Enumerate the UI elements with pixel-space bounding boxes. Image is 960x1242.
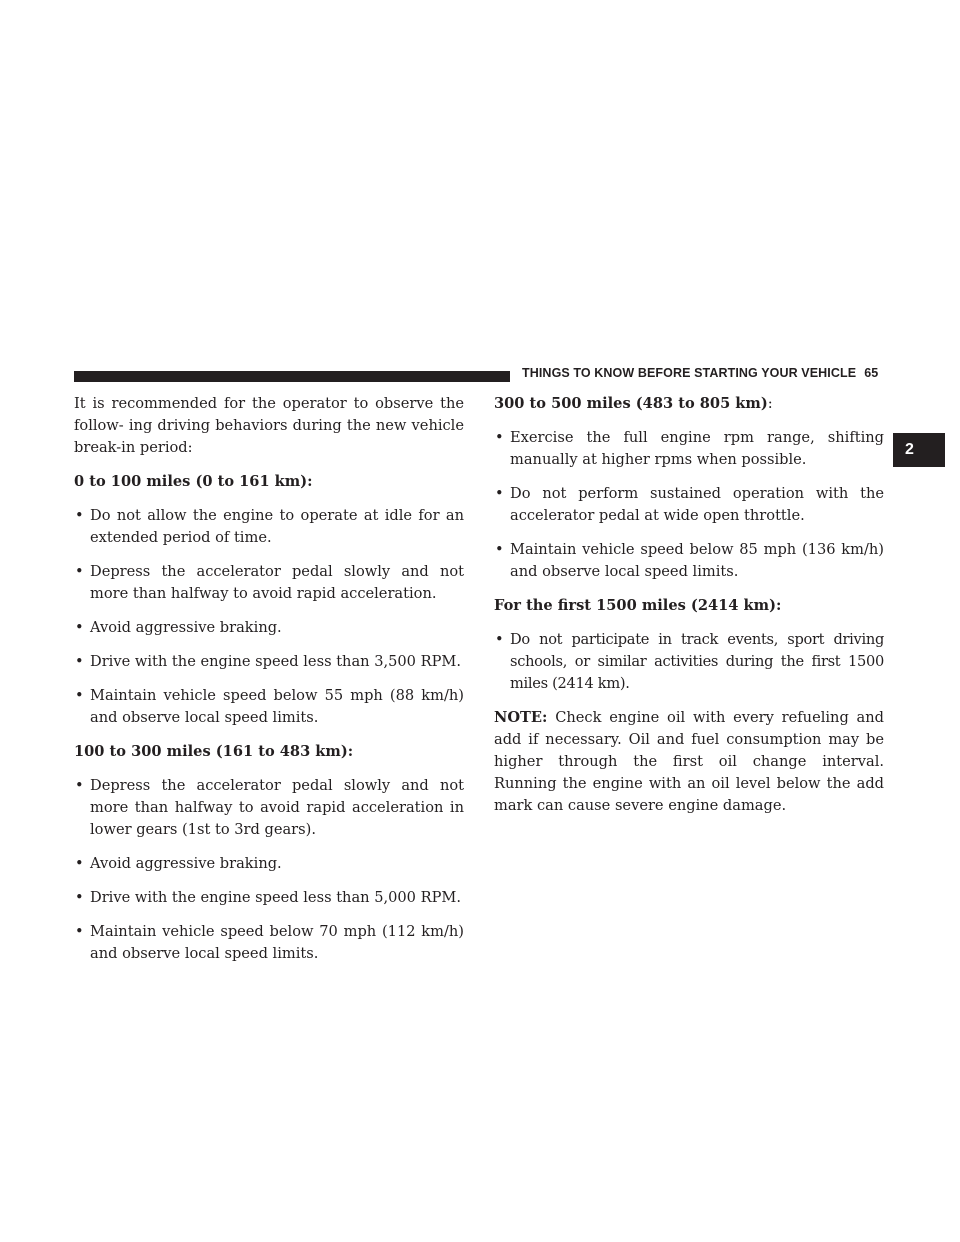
list-item: • Maintain vehicle speed below 85 mph (136 km/h) and observe local speed limits.: [495, 541, 884, 580]
list-item: • Maintain vehicle speed below 55 mph (88 km/h) and observe local speed limits.: [75, 687, 464, 726]
note-text: Check engine oil with every refueling and add if necessary. Oil and fuel consumption may be higher through the first oil change interval. Running the engine with an oil level below the add mark can cause severe engine damage.: [494, 709, 884, 814]
bullet-icon: •: [75, 687, 84, 704]
intro-paragraph: It is recommended for the operator to observe the follow- ing driving behaviors during the new vehicle break-in period:: [74, 395, 464, 456]
section-heading-100-300: 100 to 300 miles (161 to 483 km):: [74, 743, 354, 760]
page-number: 65: [864, 366, 879, 380]
list-300-500: [494, 427, 884, 583]
list-item: • Depress the accelerator pedal slowly and not more than halfway to avoid rapid acceleration.: [75, 563, 464, 602]
list-item: • Depress the accelerator pedal slowly and not more than halfway to avoid rapid acceleration in lower gears (1st to 3rd gears).: [75, 777, 464, 838]
section-heading-first-1500: For the first 1500 miles (2414 km):: [494, 597, 782, 614]
left-column: [74, 393, 464, 977]
bullet-icon: •: [495, 541, 504, 558]
bullet-icon: •: [75, 619, 84, 636]
list-100-300: [74, 775, 464, 965]
bullet-icon: •: [75, 855, 84, 872]
bullet-icon: •: [75, 507, 84, 524]
bullet-icon: •: [495, 429, 504, 446]
list-0-100: [74, 505, 464, 729]
bullet-icon: •: [75, 923, 84, 940]
bullet-icon: •: [75, 563, 84, 580]
right-column: [494, 393, 884, 829]
header-rule: [74, 371, 510, 382]
note-label: NOTE:: [494, 709, 548, 726]
bullet-icon: •: [495, 631, 504, 648]
list-item: • Do not perform sustained operation with the accelerator pedal at wide open throttle.: [495, 485, 884, 524]
list-item: • Drive with the engine speed less than 5,000 RPM.: [74, 887, 464, 909]
note-paragraph: [494, 707, 884, 817]
chapter-tab: [893, 433, 945, 467]
list-item: • Do not allow the engine to operate at idle for an extended period of time.: [75, 507, 464, 546]
list-item: • Maintain vehicle speed below 70 mph (112 km/h) and observe local speed limits.: [75, 923, 464, 962]
list-item: • Avoid aggressive braking.: [74, 617, 464, 639]
running-header: [522, 366, 878, 380]
section-title: THINGS TO KNOW BEFORE STARTING YOUR VEHICLE: [522, 366, 857, 380]
section-heading-300-500: 300 to 500 miles (483 to 805 km):: [494, 395, 773, 412]
list-item: • Drive with the engine speed less than 3,500 RPM.: [74, 651, 464, 673]
section-heading-0-100: 0 to 100 miles (0 to 161 km):: [74, 473, 313, 490]
bullet-icon: •: [495, 485, 504, 502]
bullet-icon: •: [75, 889, 84, 906]
list-item: • Avoid aggressive braking.: [74, 853, 464, 875]
list-item: • Exercise the full engine rpm range, shifting manually at higher rpms when possible.: [495, 429, 884, 468]
bullet-icon: •: [75, 653, 84, 670]
chapter-number: 2: [905, 441, 914, 458]
bullet-icon: •: [75, 777, 84, 794]
list-first-1500: [494, 629, 884, 695]
list-item: • Do not participate in track events, sport driving schools, or similar activities during the first 1500 miles (2414 km).: [495, 631, 884, 692]
